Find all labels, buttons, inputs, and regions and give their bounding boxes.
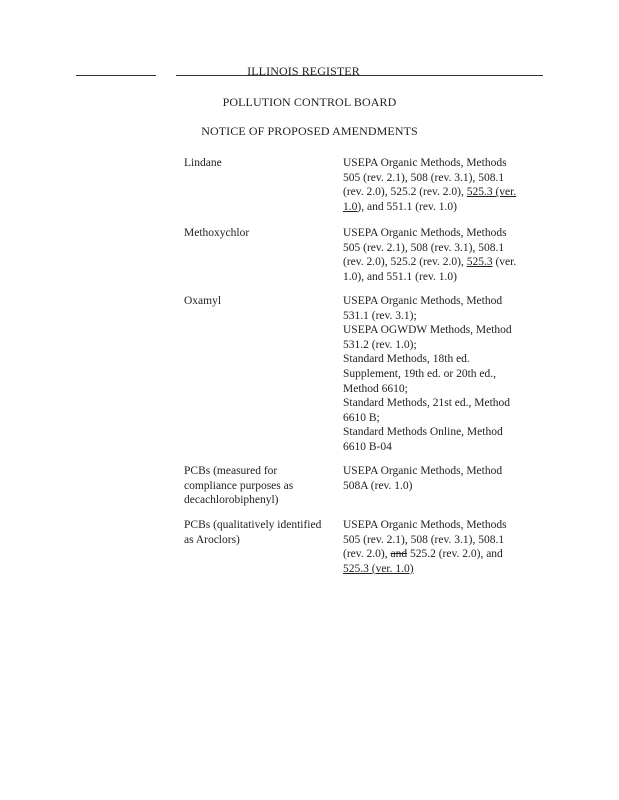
method-text: USEPA OGWDW Methods, Method — [343, 324, 512, 337]
notice-title: NOTICE OF PROPOSED AMENDMENTS — [201, 124, 418, 138]
inserted-text: 525.3 (ver. — [466, 186, 517, 199]
contaminant-name-line: as Aroclors) — [184, 533, 240, 546]
contaminant-name-line: PCBs (qualitatively identified — [184, 519, 322, 531]
contaminant-name-line: Lindane — [184, 157, 222, 169]
method-line — [343, 352, 538, 367]
method-text: (ver. — [492, 256, 517, 269]
method-text: Standard Methods, 18th ed. — [343, 353, 470, 366]
method-text: Supplement, 19th ed. or 20th ed., — [343, 367, 496, 380]
method-text: 505 (rev. 2.1), 508 (rev. 3.1), 508.1 — [343, 171, 505, 184]
contaminant-name-line: decachlorobiphenyl) — [184, 494, 279, 507]
method-text: and 551.1 (rev. 1.0) — [364, 200, 457, 213]
analytical-methods — [343, 464, 538, 493]
method-text: Standard Methods, 21st ed., Method — [343, 397, 511, 410]
contaminant-name-line: PCBs (measured for — [184, 465, 278, 477]
method-line — [343, 185, 538, 200]
inserted-text: 1.0), — [343, 200, 365, 213]
method-line — [343, 382, 538, 397]
contaminant-name — [184, 518, 324, 547]
contaminant-name — [184, 464, 324, 508]
method-text: 525.2 (rev. 2.0), and — [407, 548, 503, 561]
analytical-methods — [343, 156, 538, 214]
agency-title: POLLUTION CONTROL BOARD — [222, 95, 397, 109]
method-line — [343, 309, 538, 324]
method-line — [343, 241, 538, 256]
method-line — [343, 156, 538, 171]
method-line — [343, 396, 538, 411]
method-text: 6610 B; — [343, 411, 380, 424]
method-line — [343, 479, 538, 494]
method-line — [343, 518, 538, 533]
method-text: 1.0), and 551.1 (rev. 1.0) — [343, 270, 457, 283]
method-text: (rev. 2.0), 525.2 (rev. 2.0), — [343, 186, 467, 199]
method-text: (rev. 2.0), 525.2 (rev. 2.0), — [343, 256, 467, 269]
method-line — [343, 200, 538, 215]
method-line — [343, 338, 538, 353]
method-line — [343, 533, 538, 548]
method-text: 505 (rev. 2.1), 508 (rev. 3.1), 508.1 — [343, 533, 505, 546]
deleted-text: and — [390, 548, 408, 561]
method-text: Method 6610; — [343, 382, 408, 395]
contaminant-name-line: Methoxychlor — [184, 227, 250, 239]
method-line — [343, 171, 538, 186]
method-line — [343, 255, 538, 270]
method-text: USEPA Organic Methods, Methods — [343, 519, 507, 531]
method-text: 531.1 (rev. 3.1); — [343, 309, 417, 322]
contaminant-name-line: Oxamyl — [184, 295, 222, 307]
method-line — [343, 226, 538, 241]
method-line — [343, 270, 538, 285]
contaminant-name — [184, 226, 324, 241]
method-text: USEPA Organic Methods, Method — [343, 295, 503, 307]
register-title: ILLINOIS REGISTER — [247, 64, 360, 78]
method-text: USEPA Organic Methods, Methods — [343, 157, 507, 169]
method-line — [343, 294, 538, 309]
method-text: 508A (rev. 1.0) — [343, 479, 413, 492]
method-line — [343, 547, 538, 562]
inserted-text: 525.3 (ver. 1.0) — [343, 562, 414, 575]
analytical-methods — [343, 294, 538, 455]
method-line — [343, 440, 538, 455]
method-text: 505 (rev. 2.1), 508 (rev. 3.1), 508.1 — [343, 241, 505, 254]
contaminant-name-line: compliance purposes as — [184, 479, 294, 492]
contaminant-name — [184, 294, 324, 309]
method-text: (rev. 2.0), — [343, 548, 391, 561]
method-text: Standard Methods Online, Method — [343, 426, 503, 439]
method-text: 531.2 (rev. 1.0); — [343, 338, 417, 351]
method-line — [343, 367, 538, 382]
method-line — [343, 411, 538, 426]
method-line — [343, 464, 538, 479]
method-text: USEPA Organic Methods, Method — [343, 465, 503, 477]
method-line — [343, 562, 538, 577]
method-line — [343, 323, 538, 338]
inserted-text: 525.3 — [466, 256, 493, 269]
method-text: 6610 B-04 — [343, 440, 392, 453]
method-text: USEPA Organic Methods, Methods — [343, 227, 507, 239]
analytical-methods — [343, 518, 538, 576]
method-line — [343, 425, 538, 440]
analytical-methods — [343, 226, 538, 284]
contaminant-name — [184, 156, 324, 171]
